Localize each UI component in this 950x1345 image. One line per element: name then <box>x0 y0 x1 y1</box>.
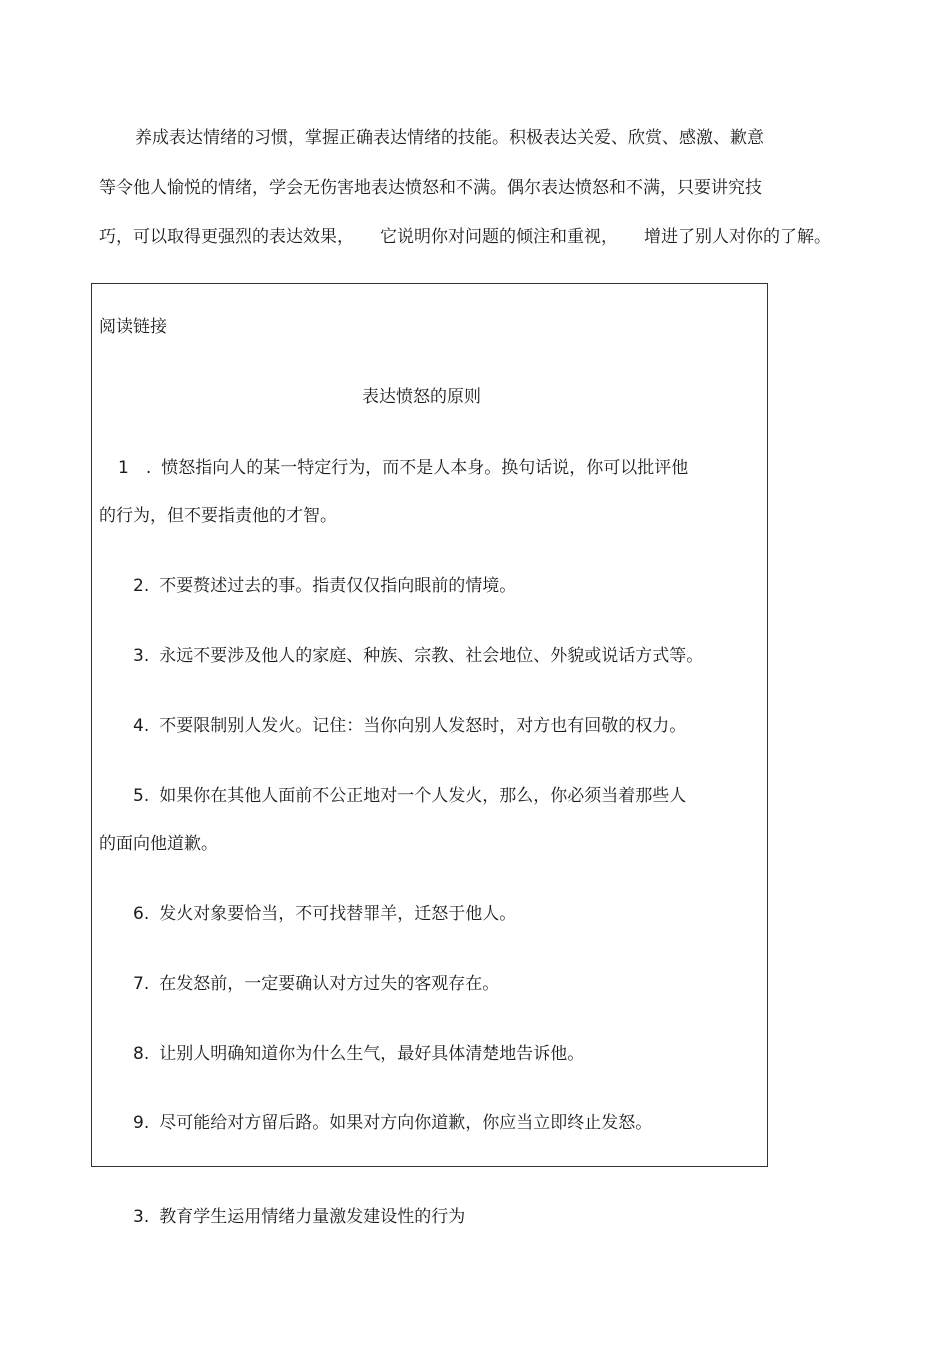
principle-number: 9. <box>133 1113 150 1133</box>
principle-number: 4. <box>133 716 150 736</box>
principle-item-3 <box>133 646 703 666</box>
principle-item-5 <box>133 786 686 806</box>
intro-line-3-part-c: 增进了别人对你的了解。 <box>644 227 831 247</box>
section-heading-3 <box>133 1207 465 1227</box>
principle-text: 发火对象要恰当，不可找替罪羊，迁怒于他人。 <box>159 904 517 924</box>
principle-text: 尽可能给对方留后路。如果对方向你道歉，你应当立即终止发怒。 <box>159 1113 653 1133</box>
intro-line-2: 等令他人愉悦的情绪，学会无伤害地表达愤怒和不满。偶尔表达愤怒和不满，只要讲究技 <box>99 178 762 198</box>
principle-number: 2. <box>133 576 150 596</box>
principle-text: 不要赘述过去的事。指责仅仅指向眼前的情境。 <box>159 576 517 596</box>
principle-text: 不要限制别人发火。记住：当你向别人发怒时，对方也有回敬的权力。 <box>159 716 687 736</box>
principle-item-1-continuation: 的行为，但不要指责他的才智。 <box>99 506 337 526</box>
principle-number: 1 . <box>118 458 152 478</box>
principle-text: 愤怒指向人的某一特定行为，而不是人本身。换句话说，你可以批评他 <box>161 458 689 478</box>
principle-number: 3. <box>133 646 150 666</box>
principle-item-2 <box>133 576 516 596</box>
intro-line-1: 养成表达情绪的习惯，掌握正确表达情绪的技能。积极表达关爱、欣赏、感激、歉意 <box>135 128 764 148</box>
section-text: 教育学生运用情绪力量激发建设性的行为 <box>159 1207 466 1227</box>
principle-item-9 <box>133 1113 652 1133</box>
principle-item-4 <box>133 716 686 736</box>
principle-number: 7. <box>133 974 150 994</box>
principle-number: 6. <box>133 904 150 924</box>
principle-item-7 <box>133 974 499 994</box>
principle-text: 让别人明确知道你为什么生气，最好具体清楚地告诉他。 <box>159 1044 585 1064</box>
principle-number: 5. <box>133 786 150 806</box>
box-title: 表达愤怒的原则 <box>362 387 481 407</box>
principle-text: 如果你在其他人面前不公正地对一个人发火，那么，你必须当着那些人 <box>159 786 687 806</box>
principle-item-1 <box>118 458 688 478</box>
intro-line-3 <box>99 227 831 247</box>
principle-item-5-continuation: 的面向他道歉。 <box>99 834 218 854</box>
principle-number: 8. <box>133 1044 150 1064</box>
intro-line-3-part-b: 它说明你对问题的倾注和重视， <box>380 227 618 247</box>
principle-text: 在发怒前，一定要确认对方过失的客观存在。 <box>159 974 500 994</box>
intro-line-3-part-a: 巧，可以取得更强烈的表达效果， <box>99 227 354 247</box>
principle-item-6 <box>133 904 516 924</box>
section-number: 3. <box>133 1207 150 1227</box>
principle-text: 永远不要涉及他人的家庭、种族、宗教、社会地位、外貌或说话方式等。 <box>159 646 704 666</box>
principle-item-8 <box>133 1044 584 1064</box>
reading-link-label: 阅读链接 <box>99 317 167 337</box>
